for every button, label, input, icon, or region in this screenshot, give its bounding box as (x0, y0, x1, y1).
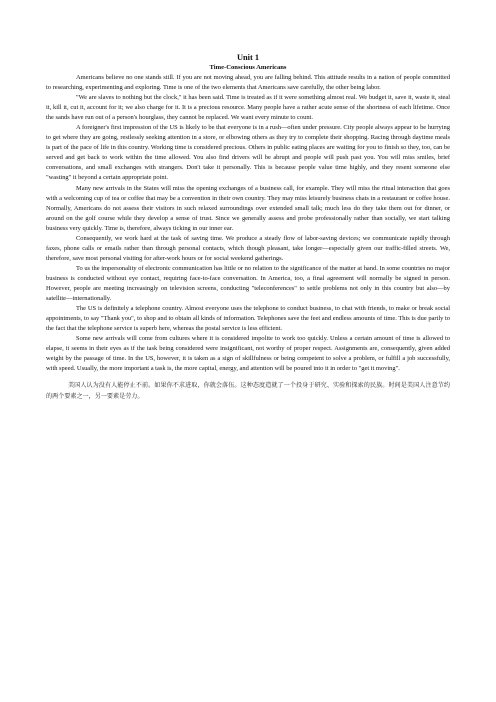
paragraph-2: "We are slaves to nothing but the clock," it has been said. Time is treated as if it were something almost real. We budget it, save it, waste it, steal it, kill it, cut it, account for it; we also charge for it. It is a precious resource. Many people have a rather acute sense of the shortness of each lifetime. Once the sands have run out of a person's hourglass, they cannot be replaced. We want every minute to count. (46, 94, 450, 122)
paragraph-1: Americans believe no one stands still. If you are not moving ahead, you are falling behind. This attitude results in a nation of people committed to researching, experimenting and exploring. Time is one of the two elements that Americans save carefully, the other being labor. (46, 74, 450, 92)
paragraph-5: Consequently, we work hard at the task of saving time. We produce a steady flow of labor-saving devices; we communicate rapidly through faxes, phone calls or emails rather than through personal contacts, which though pleasant, take longer—especially given our traffic-filled streets. We, therefore, save most personal visiting for after-work hours or for social weekend gatherings. (46, 234, 450, 262)
paragraph-6: To us the impersonality of electronic communication has little or no relation to the significance of the matter at hand. In some countries no major business is conducted without eye contact, requiring face-to-face conversation. In America, too, a final agreement will normally be signed in person. However, people are meeting increasingly on television screens, conducting "teleconferences" to settle problems not only in this country but also—by satellite—internationally. (46, 264, 450, 303)
paragraph-4: Many new arrivals in the States will miss the opening exchanges of a business call, for example. They will miss the ritual interaction that goes with a welcoming cup of tea or coffee that may be a convention in their own country. They may miss leisurely business chats in a restaurant or coffee house. Normally, Americans do not assess their visitors in such relaxed surroundings over extended small talk; much less do they take them out for dinner, or around on the golf course while they develop a sense of trust. Since we generally assess and probe professionally rather than socially, we start talking business very quickly. Time is, therefore, always ticking in our inner ear. (46, 184, 450, 232)
paragraph-7: The US is definitely a telephone country. Almost everyone uses the telephone to conduct business, to chat with friends, to make or break social appointments, to say "Thank you", to shop and to obtain all kinds of information. Telephones save the feet and endless amounts of time. This is due partly to the fact that the telephone service is superb here, whereas the postal service is less efficient. (46, 305, 450, 333)
chinese-translation-paragraph: 美国人认为没有人能停止不前。如果你不求进取，你就会落伍。这种态度造就了一个投身于研究、实验和探索的民族。时间是美国人注意节约的两个要素之一，另一要素是劳力。 (46, 382, 450, 400)
paragraph-8: Some new arrivals will come from cultures where it is considered impolite to work too quickly. Unless a certain amount of time is allowed to elapse, it seems in their eyes as if the task being considered were insignificant, not worthy of proper respect. Assignments are, consequently, given added weight by the passage of time. In the US, however, it is taken as a sign of skillfulness or being competent to solve a problem, or fulfill a job successfully, with speed. Usually, the more important a task is, the more capital, energy, and attention will be poured into it in order to "get it moving". (46, 335, 450, 373)
paragraph-3: A foreigner's first impression of the US is likely to be that everyone is in a rush—often under pressure. City people always appear to be hurrying to get where they are going, restlessly seeking attention in a store, or elbowing others as they try to complete their shopping. Racing through daytime meals is part of the pace of life in this country. Working time is considered precious. Others in public eating places are waiting for you to finish so they, too, can be served and get back to work within the time allowed. You also find drivers will be abrupt and people will push past you. You will miss smiles, brief conversations, and small exchanges with strangers. Don't take it personally. This is because people value time highly, and they resent someone else "wasting" it beyond a certain appropriate point. (46, 124, 450, 182)
article-title: Time-Conscious Americans (209, 64, 287, 71)
unit-heading: Unit 1 (236, 53, 260, 62)
